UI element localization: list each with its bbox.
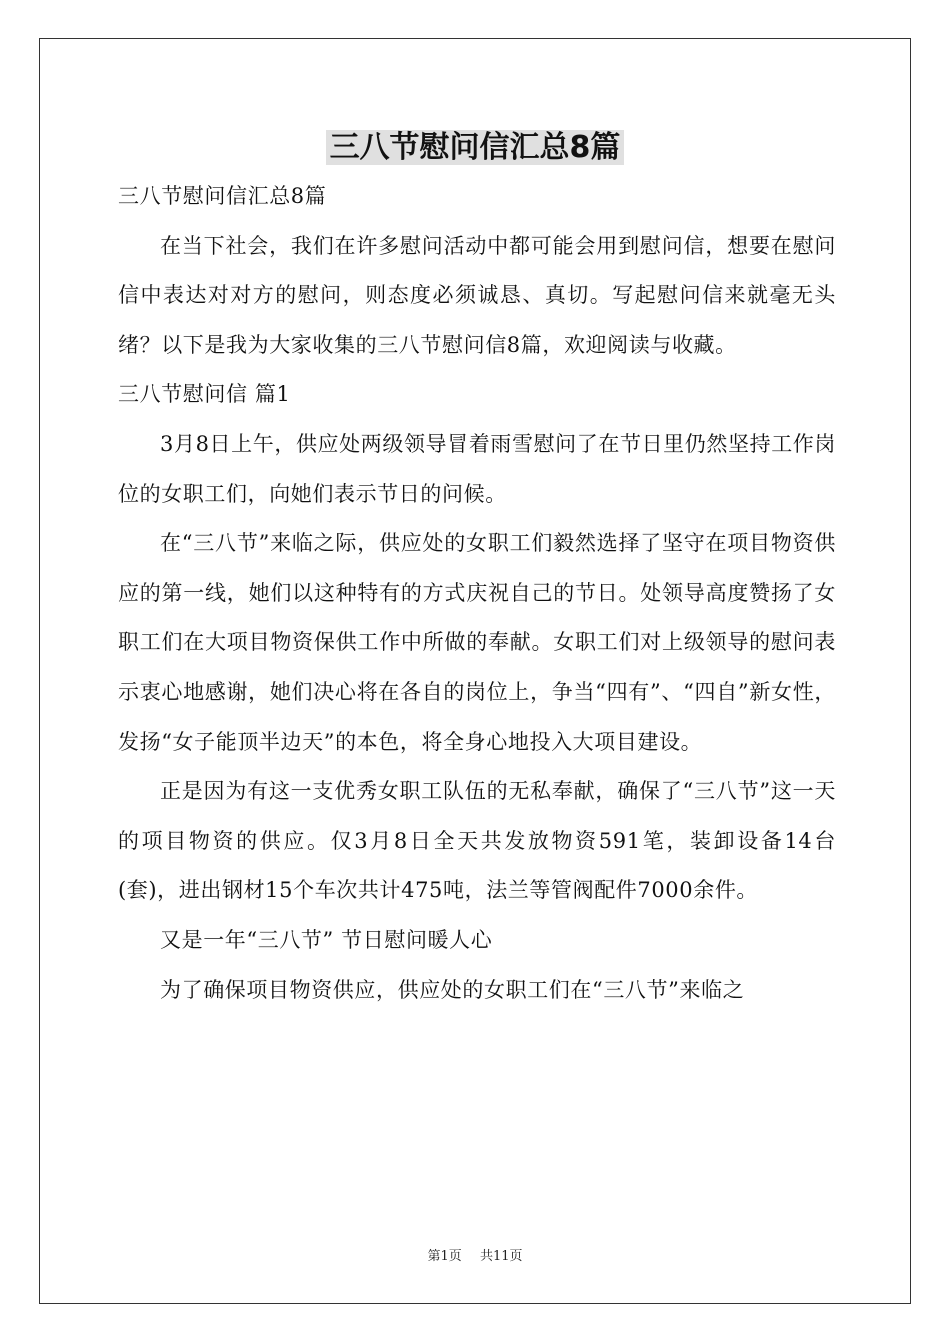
- page-total: 共11页: [479, 1249, 523, 1264]
- page-number: 第1页: [427, 1249, 462, 1264]
- document-title: 三八节慰问信汇总8篇: [326, 130, 625, 165]
- document-title-block: [0, 126, 950, 170]
- paragraph: 三八节慰问信汇总8篇: [118, 184, 327, 208]
- section-heading: 三八节慰问信 篇1: [118, 382, 291, 407]
- page-footer: [0, 1248, 950, 1266]
- paragraph: 3月8日上午，供应处两级领导冒着雨雪慰问了在节日里仍然坚持工作岗位的女职工们，向她们表示节日的问候。: [118, 431, 836, 506]
- paragraph: 正是因为有这一支优秀女职工队伍的无私奉献，确保了“三八节”这一天的项目物资的供应。仅3月8日全天共发放物资591笔，装卸设备14台(套)，进出钢材15个车次共计475吨，法兰等管阀配件7000余件。: [118, 779, 836, 903]
- paragraph: 在“三八节”来临之际，供应处的女职工们毅然选择了坚守在项目物资供应的第一线，她们以这种特有的方式庆祝自己的节日。处领导高度赞扬了女职工们在大项目物资保供工作中所做的奉献。女职工们对上级领导的慰问表示衷心地感谢，她们决心将在各自的岗位上，争当“四有”、“四自”新女性，发扬“女子能顶半边天”的本色，将全身心地投入大项目建设。: [118, 531, 836, 754]
- document-body: [118, 172, 836, 1015]
- paragraph: 又是一年“三八节” 节日慰问暖人心: [160, 927, 493, 952]
- paragraph: 为了确保项目物资供应，供应处的女职工们在“三八节”来临之: [160, 977, 745, 1002]
- paragraph: 在当下社会，我们在许多慰问活动中都可能会用到慰问信，想要在慰问信中表达对对方的慰问，则态度必须诚恳、真切。写起慰问信来就毫无头绪？以下是我为大家收集的三八节慰问信8篇，欢迎阅读与收藏。: [118, 233, 836, 357]
